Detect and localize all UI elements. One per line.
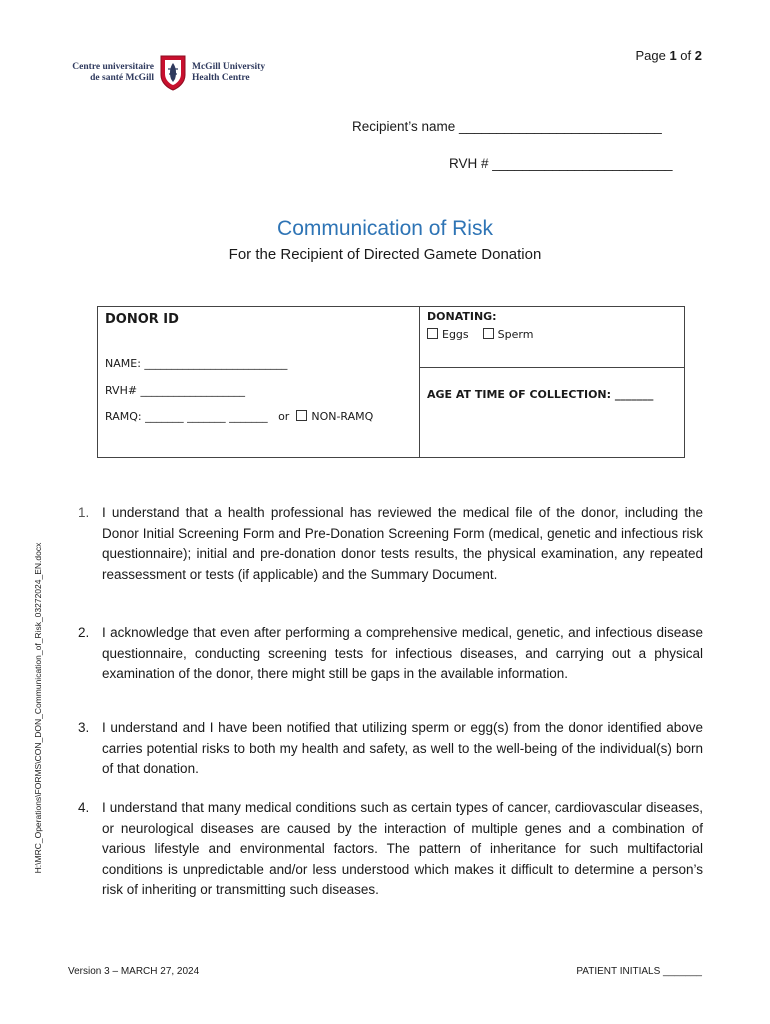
ramq-label: RAMQ: _______ _______ _______ [105, 410, 268, 423]
list-item-text: I acknowledge that even after performing a comprehensive medical, genetic, and infectious disease questionnaire, conducting screening tests for infectious diseases, and carrying out a physical examination of the donor, there might still be gaps in the available information. [102, 625, 703, 681]
file-path-text: H:\MRC_Operations\FORMS\CON_DON_Communication_of_Risk_03272024_EN.docx [33, 542, 43, 874]
non-ramq-checkbox[interactable] [296, 410, 307, 421]
list-item [78, 718, 703, 780]
donor-id-heading: DONOR ID [105, 312, 179, 327]
logo-text-fr: Centre universitaire de santé McGill [72, 62, 154, 83]
list-item-text: I understand and I have been notified that utilizing sperm or egg(s) from the donor identified above carries potential risks to both my health and safety, as well to the well-being of the individual(s) born of that donation. [102, 720, 703, 776]
donor-rvh-field[interactable]: RVH# ___________________ [105, 384, 246, 397]
list-item-number: 4. [78, 800, 90, 815]
donating-options [427, 328, 533, 341]
file-path-margin [30, 508, 46, 908]
patient-initials-field[interactable]: PATIENT INITIALS _______ [576, 966, 702, 977]
page-label: Page [635, 48, 666, 63]
list-item-number: 1. [78, 505, 90, 520]
document-title: Communication of Risk [277, 217, 493, 240]
page-of: of [680, 48, 692, 63]
list-item-number: 3. [78, 720, 90, 735]
eggs-checkbox[interactable] [427, 328, 438, 339]
donor-info-box [97, 306, 685, 458]
eggs-label: Eggs [442, 328, 469, 341]
list-item [78, 798, 703, 901]
document-subtitle: For the Recipient of Directed Gamete Donation [228, 246, 542, 263]
or-label: or [278, 410, 290, 423]
page-current: 1 [669, 48, 677, 63]
recipient-rvh-field[interactable]: RVH # ________________________ [449, 156, 673, 171]
version-footer: Version 3 – MARCH 27, 2024 [68, 966, 200, 977]
list-item-number: 2. [78, 625, 90, 640]
muhc-shield-icon [160, 55, 186, 91]
sperm-label: Sperm [497, 328, 534, 341]
box-divider-vertical [419, 306, 420, 458]
age-at-collection-field[interactable]: AGE AT TIME OF COLLECTION: _______ [427, 388, 654, 401]
muhc-logo [68, 55, 268, 95]
list-item [78, 503, 703, 585]
page-number [635, 48, 702, 63]
list-item [78, 623, 703, 685]
sperm-checkbox[interactable] [483, 328, 494, 339]
box-divider-horizontal [419, 367, 685, 368]
page-total: 2 [694, 48, 702, 63]
list-item-text: I understand that many medical conditions such as certain types of cancer, cardiovascular diseases, or neurological diseases are caused by the interaction of multiple genes and a combination of various lifestyle and environmental factors. The pattern of inheritance for such multifactorial conditions is unpredictable and/or less understood which makes it difficult to determine a person’s risk of inheriting or transmitting such diseases. [102, 800, 703, 897]
donor-ramq-field[interactable] [105, 410, 373, 423]
logo-text-en: McGill University Health Centre [192, 62, 266, 83]
recipient-name-field[interactable]: Recipient’s name ___________________________ [352, 119, 662, 134]
donor-name-field[interactable]: NAME: __________________________ [105, 357, 288, 370]
list-item-text: I understand that a health professional has reviewed the medical file of the donor, including the Donor Initial Screening Form and Pre-Donation Screening Form (medical, genetic and infectious risk questionnaire); initial and pre-donation donor tests results, the physical examination, any repeated reassessment or tests (if applicable) and the Summary Document. [102, 505, 703, 582]
donating-label: DONATING: [427, 310, 497, 323]
non-ramq-label: NON-RAMQ [311, 410, 374, 423]
